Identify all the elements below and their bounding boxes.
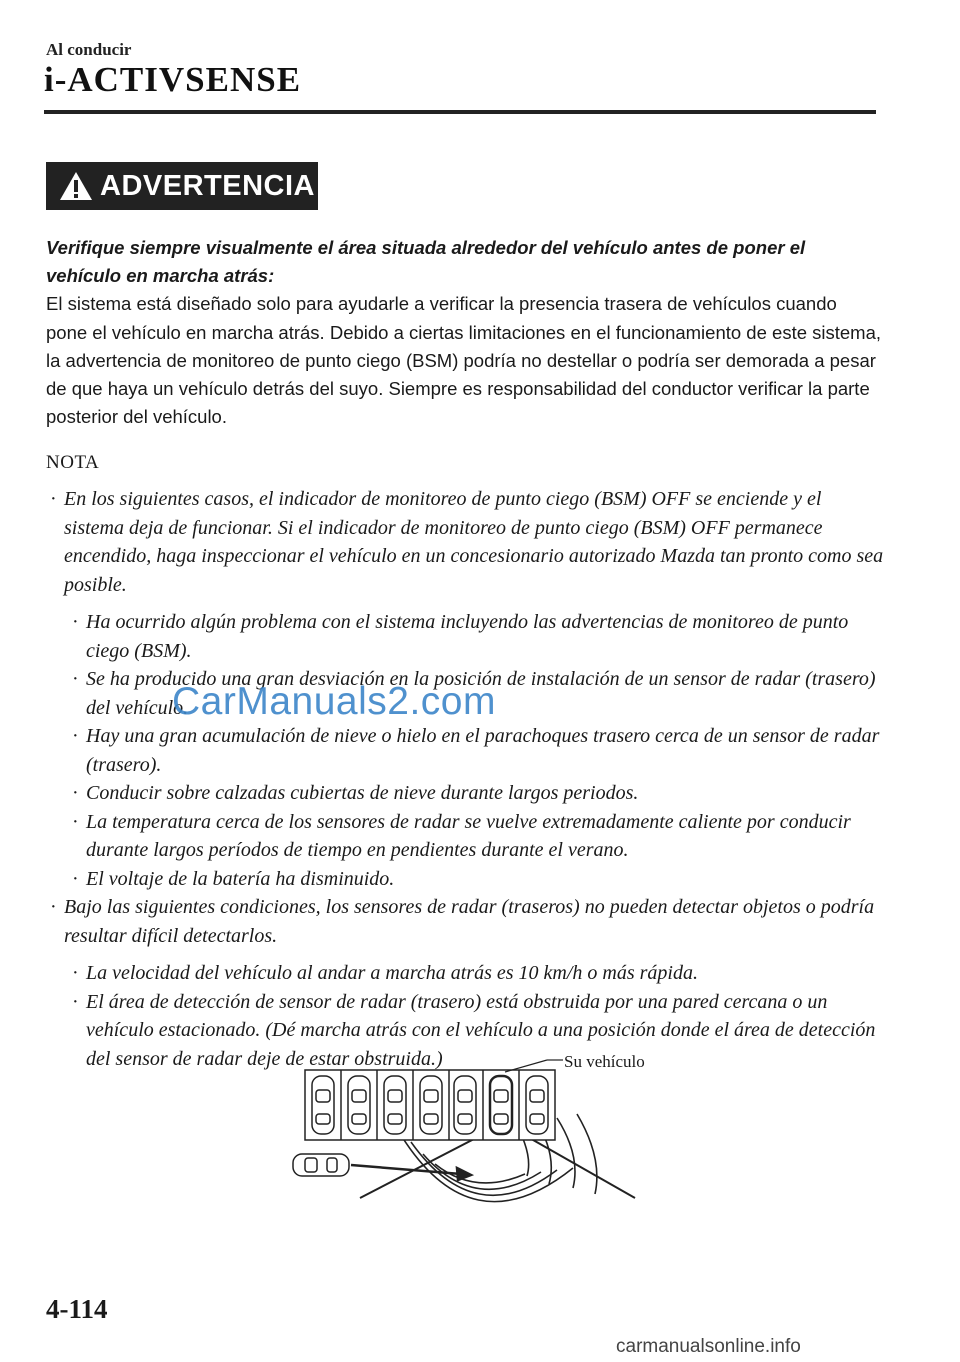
note-item <box>46 485 886 599</box>
warning-text: El sistema está diseñado solo para ayudarle a verificar la presencia trasera de vehículos cuando pone el vehículo en marcha atrás. Debido a ciertas limitaciones en el funcionamiento de este sistema, la advertencia de monitoreo de punto ciego (BSM) podría no destellar o podría ser demorada a pesar de que haya un vehículo detrás del suyo. Siempre es responsabilidad del conductor verificar la parte posterior del vehículo. <box>46 293 882 428</box>
footer-site-link[interactable]: carmanualsonline.info <box>616 1336 801 1357</box>
chapter-title: i-ACTIVSENSE <box>44 60 302 99</box>
note-subitem <box>46 779 886 808</box>
note-subitem-text: Se ha producido una gran desviación en la posición de instalación de un sensor de radar (trasero) del vehículo. <box>86 668 876 719</box>
page-number: 4-114 <box>46 1294 108 1324</box>
header-rule <box>44 110 876 114</box>
note-subitem <box>46 608 886 665</box>
note-subitem-text: El área de detección de sensor de radar (trasero) está obstruida por una pared cercana o un vehículo estacionado. (Dé marcha atrás con el vehículo a una posición donde el área de detección del sensor de radar deje de estar obstruida.) <box>86 990 876 1070</box>
bullet: · <box>72 990 79 1013</box>
note-subitem <box>46 808 886 865</box>
warning-lead: Verifique siempre visualmente el área situada alrededor del vehículo antes de poner el vehículo en marcha atrás: <box>46 237 806 287</box>
warning-banner <box>46 162 318 210</box>
parked-cars <box>312 1076 548 1134</box>
note-subitem <box>46 959 886 988</box>
bullet: · <box>50 488 57 510</box>
note-item-text: En los siguientes casos, el indicador de monitoreo de punto ciego (BSM) OFF se enciende y el sistema deja de funcionar. Si el indicador de monitoreo de punto ciego (BSM) OFF permanece encendido, haga inspeccionar el vehículo en un concesionario autorizado Mazda tan pronto como sea posible. <box>64 488 884 596</box>
warning-body <box>46 234 881 431</box>
warning-triangle-icon <box>56 162 96 210</box>
bullet: · <box>72 962 79 984</box>
note-subitem-text: El voltaje de la batería ha disminuido. <box>86 867 395 890</box>
bullet: · <box>72 725 79 747</box>
bullet: · <box>50 896 57 918</box>
note-subitem-text: Conducir sobre calzadas cubiertas de nieve durante largos periodos. <box>86 782 639 804</box>
bullet: · <box>72 867 79 890</box>
watermark: CarManuals2.com <box>172 680 496 723</box>
note-item <box>46 893 886 950</box>
note-subitem-text: Ha ocurrido algún problema con el sistema incluyendo las advertencias de monitoreo de punto ciego (BSM). <box>86 611 849 662</box>
section-label: Al conducir <box>46 40 132 59</box>
note-item-text: Bajo las siguientes condiciones, los sensores de radar (traseros) no pueden detectar objetos o podría resultar difícil detectarlos. <box>64 896 875 947</box>
note-subitem <box>46 865 886 894</box>
approaching-car <box>293 1154 349 1176</box>
note-subitem <box>46 722 886 779</box>
your-vehicle-label: Su vehículo <box>564 1052 645 1071</box>
note-subitem-text: Hay una gran acumulación de nieve o hielo en el parachoques trasero cerca de un sensor de radar (trasero). <box>86 725 880 776</box>
note-subitem-text: La temperatura cerca de los sensores de radar se vuelve extremadamente caliente por conducir durante largos períodos de tiempo en pendientes durante el verano. <box>86 810 851 861</box>
bullet: · <box>72 668 79 690</box>
note-title: NOTA <box>46 452 100 473</box>
bullet: · <box>72 782 79 804</box>
bullet: · <box>72 810 79 833</box>
bullet: · <box>72 611 79 633</box>
warning-label: ADVERTENCIA <box>100 169 315 202</box>
note-body <box>46 485 886 1073</box>
note-subitem-text: La velocidad del vehículo al andar a marcha atrás es 10 km/h o más rápida. <box>86 962 698 984</box>
